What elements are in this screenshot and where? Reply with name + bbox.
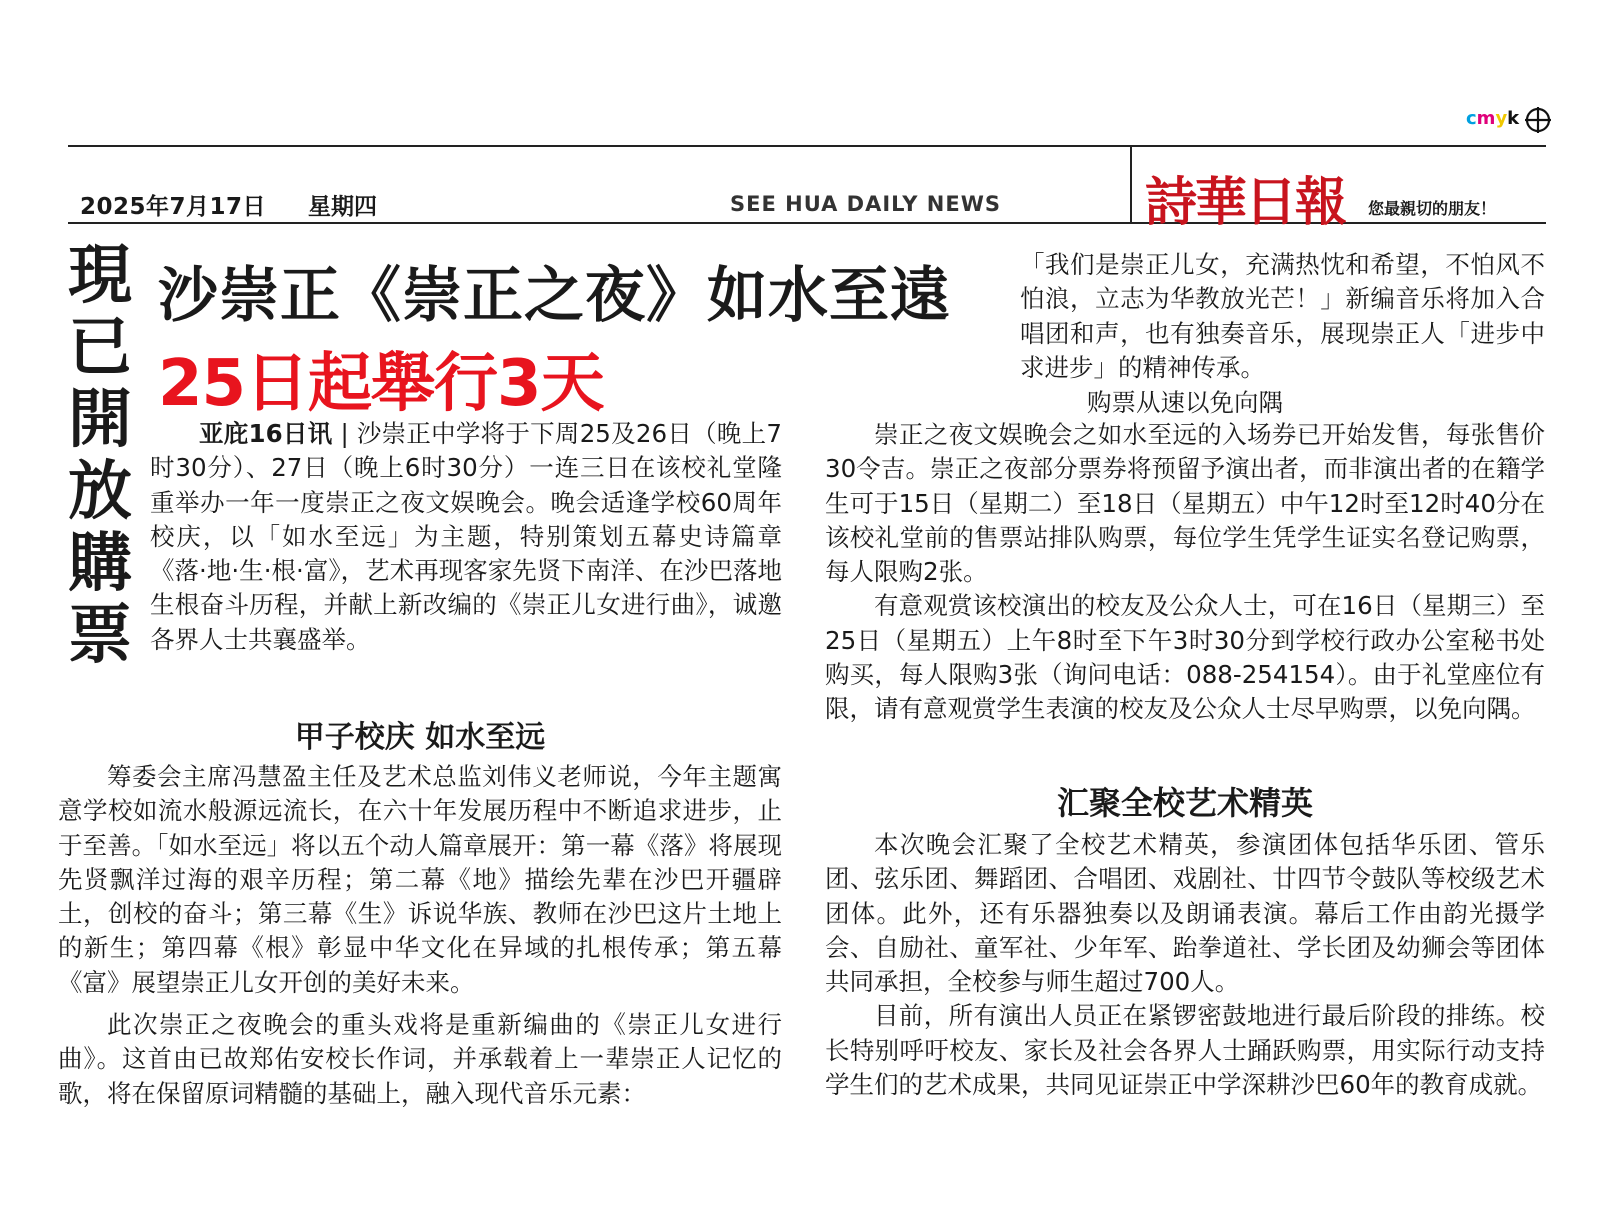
cmyk-m: m: [1476, 108, 1496, 129]
kicker-char: 開: [68, 382, 132, 457]
lead-text: 沙崇正中学将于下周25及26日（晚上7时30分）、27日（晚上6时30分）一连三日在该校礼堂隆重举办一年一度崇正之夜文娱晚会。晚会适逢学校60周年校庆，以「如水至远」为主题，特别策划五幕史诗篇章《落·地·生·根·富》，艺术再现客家先贤下南洋、在沙巴落地生根奋斗历程，并献上新改编的《崇正儿女进行曲》，诚邀各界人士共襄盛举。: [150, 419, 782, 654]
article-paragraph: 本次晚会汇聚了全校艺术精英，参演团体包括华乐团、管乐团、弦乐团、舞蹈团、合唱团、戏剧社、廿四节令鼓队等校级艺术团体。此外，还有乐器独奏以及朗诵表演。幕后工作由韵光摄学会、自励社、童军社、少年军、跆拳道社、学长团及幼狮会等团体共同承担，全校参与师生超过700人。: [825, 830, 1545, 997]
dateline-separator: |: [332, 419, 357, 448]
section-title: 甲子校庆 如水至远: [294, 720, 546, 755]
newspaper-slogan: 您最親切的朋友！: [1368, 199, 1497, 218]
kicker-char: 已: [68, 310, 132, 385]
kicker-char: 放: [68, 454, 132, 529]
masthead-divider: [1130, 145, 1132, 222]
article-continuation: 「我们是崇正儿女，充满热忱和希望，不怕风不怕浪，立志为华教放光芒！」新编音乐将加入合唱团和声，也有独奏音乐，展现崇正人「进步中求进步」的精神传承。: [1020, 250, 1545, 382]
cmyk-c: c: [1466, 108, 1477, 129]
article-lead: [150, 417, 782, 657]
kicker-char: 現: [68, 238, 132, 313]
headline-sub: 25日起舉行3天: [158, 347, 604, 421]
section-title: 购票从速以免向隅: [1087, 388, 1283, 417]
registration-crosshair-icon: [1524, 106, 1552, 134]
kicker-char: 票: [68, 598, 132, 673]
article-paragraph: 目前，所有演出人员正在紧锣密鼓地进行最后阶段的排练。校长特别呼吁校友、家长及社会各界人士踊跃购票，用实际行动支持学生们的艺术成果，共同见证崇正中学深耕沙巴60年的教育成就。: [825, 1001, 1545, 1100]
cmyk-k: k: [1507, 108, 1520, 129]
article-column-right-lower: [825, 828, 1545, 1102]
article-paragraph: 有意观赏该校演出的校友及公众人士，可在16日（星期三）至25日（星期五）上午8时至下午3时30分到学校行政办公室秘书处购买，每人限购3张（询问电话：088-254154）。由于礼堂座位有限，请有意观赏学生表演的校友及公众人士尽早购票，以免向隅。: [825, 591, 1545, 724]
issue-weekday: 星期四: [308, 194, 377, 220]
issue-date: 2025年7月17日: [80, 194, 267, 220]
newspaper-masthead-logo: 詩華日報: [1145, 172, 1346, 233]
kicker-char: 購: [68, 526, 132, 601]
article-column-left: [58, 760, 782, 1111]
article-paragraph: 筹委会主席冯慧盈主任及艺术总监刘伟义老师说，今年主题寓意学校如流水般源远流长，在六十年发展历程中不断追求进步，止于至善。「如水至远」将以五个动人篇章展开：第一幕《落》将展现先贤飘洋过海的艰辛历程；第二幕《地》描绘先辈在沙巴开疆辟土，创校的奋斗；第三幕《生》诉说华族、教师在沙巴这片土地上的新生；第四幕《根》彰显中华文化在异域的扎根传承；第五幕《富》展望崇正儿女开创的美好未来。: [58, 762, 782, 997]
article-paragraph: 崇正之夜文娱晚会之如水至远的入场券已开始发售，每张售价30令吉。崇正之夜部分票券将预留予演出者，而非演出者的在籍学生可于15日（星期二）至18日（星期五）中午12时至12时40分在该校礼堂前的售票站排队购票，每位学生凭学生证实名登记购票，每人限购2张。: [825, 420, 1545, 587]
header-top-rule: [68, 145, 1546, 147]
headline-main: 沙崇正《崇正之夜》如水至遠: [158, 261, 951, 331]
section-title: 汇聚全校艺术精英: [1056, 784, 1313, 822]
vertical-kicker: [65, 240, 135, 672]
article-paragraph: 此次崇正之夜晚会的重头戏将是重新编曲的《崇正儿女进行曲》。这首由已故郑佑安校长作词，并承载着上一辈崇正人记忆的歌，将在保留原词精髓的基础上，融入现代音乐元素：: [58, 1010, 782, 1108]
article-dateline: 亚庇16日讯: [199, 419, 333, 448]
cmyk-color-mark: [1466, 108, 1519, 129]
cmyk-y: y: [1495, 108, 1508, 129]
newspaper-english-name: SEE HUA DAILY NEWS: [730, 192, 1002, 216]
article-column-right: [825, 418, 1545, 727]
